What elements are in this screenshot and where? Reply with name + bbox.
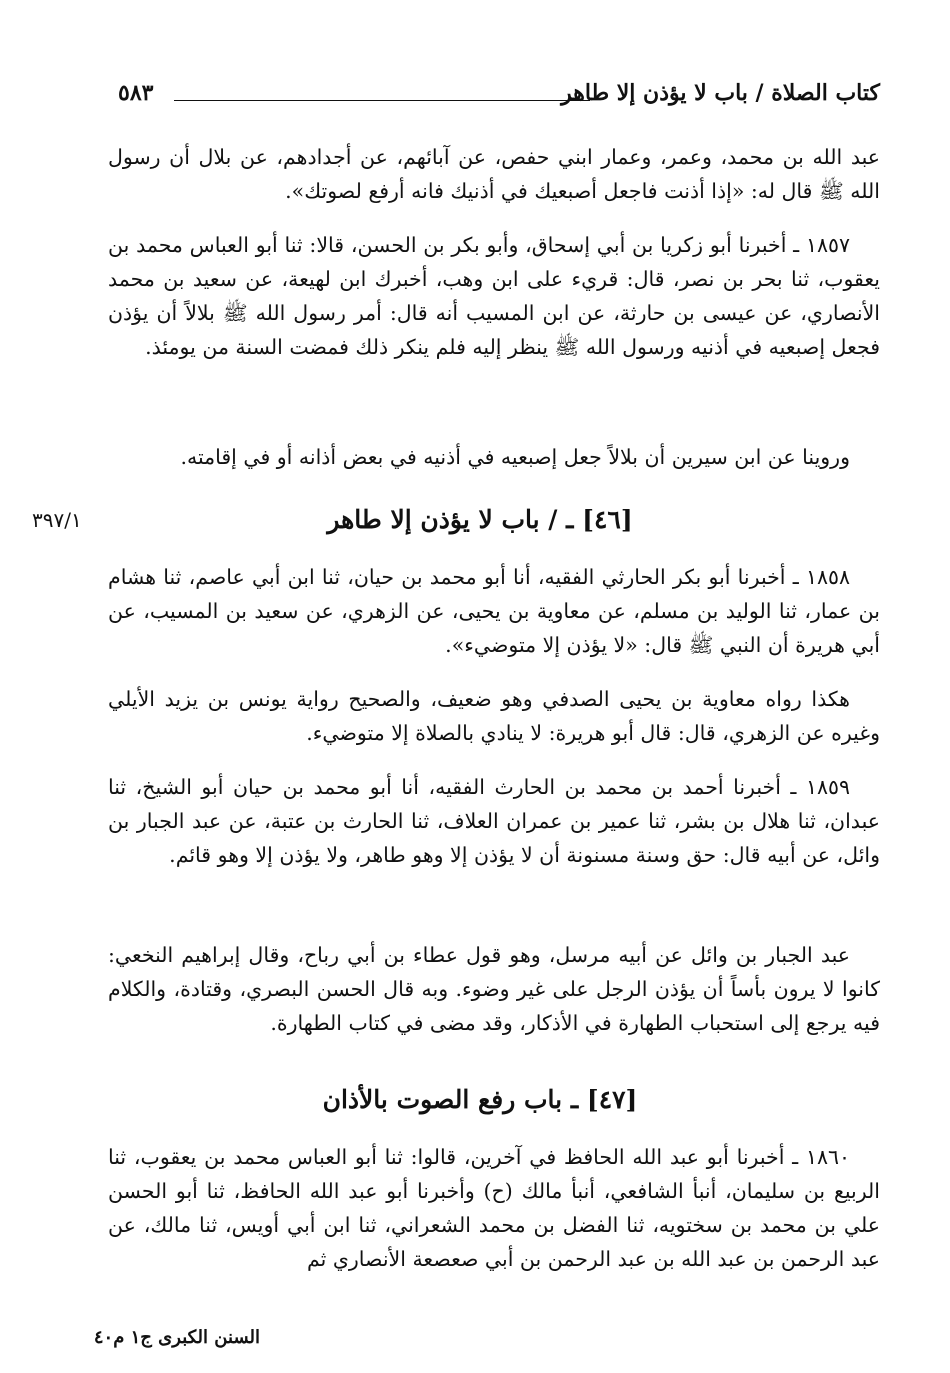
hadith-1859-block xyxy=(108,770,880,872)
note-1859: عبد الجبار بن وائل عن أبيه مرسل، وهو قول عطاء بن أبي رباح، وقال إبراهيم النخعي: كانوا لا يرون بأساً أن يؤذن الرجل على غير وضوء. وبه قال الحسن البصري، وقتادة، والكلام فيه يرجع إلى استحباب الطهارة في الأذكار، وقد مضى في كتاب الطهارة. xyxy=(108,943,880,1035)
intro-paragraph-block xyxy=(108,140,880,208)
page-number: ٥٨٣ xyxy=(118,80,154,106)
note-1858-block xyxy=(108,682,880,750)
hadith-1858: ١٨٥٨ ـ أخبرنا أبو بكر الحارثي الفقيه، أنا أبو محمد بن حيان، ثنا ابن أبي عاصم، ثنا هشام بن عمار، ثنا الوليد بن مسلم، عن معاوية بن يحيى، عن الزهري، عن سعيد بن المسيب، عن أبي هريرة أن النبي ﷺ قال: «لا يؤذن إلا متوضيء». xyxy=(108,565,880,657)
hadith-1858-block xyxy=(108,560,880,662)
page-footer: السنن الكبرى ج١ م٤٠ xyxy=(93,1327,260,1348)
header-rule xyxy=(174,100,590,101)
hadith-1857: ١٨٥٧ ـ أخبرنا أبو زكريا بن أبي إسحاق، وأبو بكر بن الحسن، قالا: ثنا أبو العباس محمد بن يعقوب، ثنا بحر بن نصر، قال: قريء على ابن وهب، أخبرك ابن لهيعة، عن سعيد بن محمد الأنصاري، عن عيسى بن حارثة، عن ابن المسيب أنه قال: أمر رسول الله ﷺ بلالاً أن يؤذن فجعل إصبعيه في أذنيه ورسول الله ﷺ ينظر إليه فلم ينكر ذلك فمضت السنة من يومئذ. xyxy=(108,233,880,359)
note-1858: هكذا رواه معاوية بن يحيى الصدفي وهو ضعيف، والصحيح رواية يونس بن يزيد الأيلي وغيره عن الزهري، قال: قال أبو هريرة: لا ينادي بالصلاة إلا متوضيء. xyxy=(108,687,880,745)
hadith-1857-block xyxy=(108,228,880,364)
note-1859-block xyxy=(108,938,880,1040)
hadith-1859: ١٨٥٩ ـ أخبرنا أحمد بن محمد بن الحارث الفقيه، أنا أبو محمد بن حيان أبو الشيخ، ثنا عبدان، ثنا هلال بن بشر، ثنا عمير بن عمران العلاف، ثنا الحارث بن عتبة، عن عبد الجبار بن وائل، عن أبيه قال: حق وسنة مسنونة أن لا يؤذن إلا وهو طاهر، ولا يؤذن إلا وهو قائم. xyxy=(108,775,880,867)
note-ibn-sirin: وروينا عن ابن سيرين أن بلالاً جعل إصبعيه في أذنيه في بعض أذانه أو في إقامته. xyxy=(180,445,850,469)
note-ibn-sirin-block xyxy=(108,440,880,474)
chapter-46-heading: [٤٦] ـ / باب لا يؤذن إلا طاهر xyxy=(327,505,633,534)
intro-paragraph: عبد الله بن محمد، وعمر، وعمار ابني حفص، عن آبائهم، عن أجدادهم، عن بلال أن رسول الله ﷺ قال له: «إذا أذنت فاجعل أصبعيك في أذنيك فانه أرفع لصوتك». xyxy=(108,145,880,203)
running-header-title: كتاب الصلاة / باب لا يؤذن إلا طاهر xyxy=(561,80,880,106)
margin-reference: ٣٩٧/١ xyxy=(32,508,82,532)
hadith-1860-block xyxy=(108,1140,880,1276)
chapter-47-heading: [٤٧] ـ باب رفع الصوت بالأذان xyxy=(322,1085,638,1114)
running-header xyxy=(118,78,880,116)
hadith-1860: ١٨٦٠ ـ أخبرنا أبو عبد الله الحافظ في آخرين، قالوا: ثنا أبو العباس محمد بن يعقوب، ثنا الربيع بن سليمان، أنبأ الشافعي، أنبأ مالك (ح) وأخبرنا أبو عبد الله الحافظ، ثنا أبو الحسن علي بن محمد بن سختويه، ثنا الفضل بن محمد الشعراني، ثنا ابن أبي أويس، ثنا مالك، عن عبد الرحمن بن عبد الله بن عبد الرحمن بن أبي صعصعة الأنصاري ثم xyxy=(108,1145,880,1271)
